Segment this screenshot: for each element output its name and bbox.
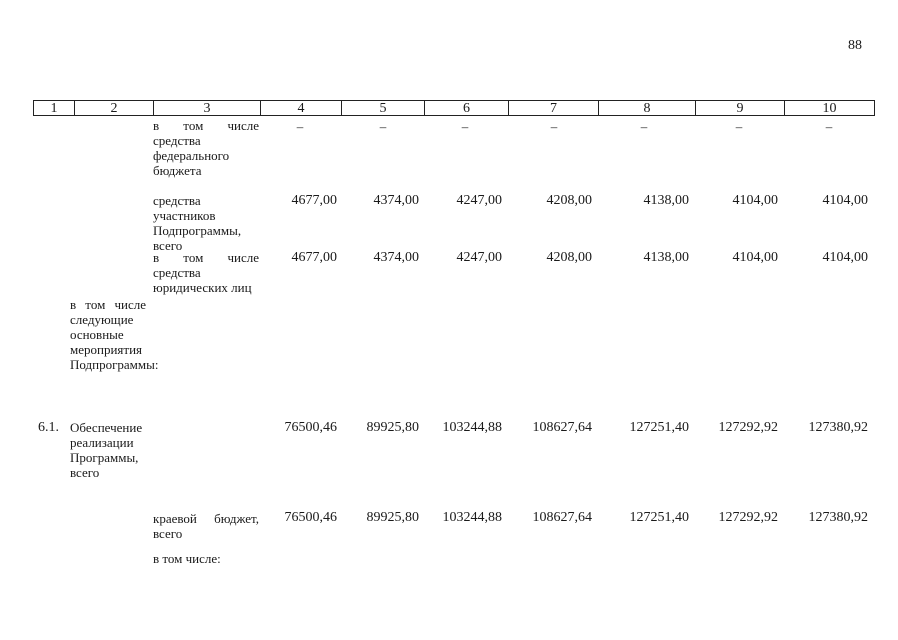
value-cell: 127251,40 [629, 420, 689, 435]
row-label-legal-entities: в том числе средства юридических лиц [153, 250, 259, 295]
header-col-6: 6 [463, 101, 470, 116]
value-cell: 127292,92 [718, 420, 778, 435]
value-cell: 103244,88 [442, 420, 502, 435]
header-col-5: 5 [379, 101, 387, 116]
value-cell: 89925,80 [366, 510, 419, 525]
table-header-row [33, 100, 875, 116]
value-cell: 76500,46 [284, 510, 337, 525]
value-cell: 89925,80 [366, 420, 419, 435]
value-cell: 127380,92 [808, 420, 868, 435]
value-cell: 4138,00 [643, 193, 689, 208]
value-cell: 4247,00 [456, 193, 502, 208]
value-cell: 103244,88 [442, 510, 502, 525]
value-cell: 4138,00 [643, 250, 689, 265]
header-col-7: 7 [550, 101, 557, 116]
header-col-3: 3 [203, 101, 211, 116]
value-cell: 4104,00 [822, 193, 868, 208]
value-cell: 108627,64 [532, 420, 592, 435]
value-cell: 4208,00 [546, 193, 592, 208]
dash-col-9: – [735, 119, 743, 134]
value-cell: 4104,00 [732, 250, 778, 265]
value-cell: 127380,92 [808, 510, 868, 525]
dash-col-7: – [550, 119, 558, 134]
row-label-participants-funds: средства участников Подпрограммы, всего [153, 193, 242, 253]
value-cell: 4208,00 [546, 250, 592, 265]
row-label-regional-budget: краевой бюджет, всего [153, 511, 259, 541]
dash-col-10: – [825, 119, 833, 134]
row-label-main-activities: в том числе следующие основные мероприятия Подпрограммы: [70, 297, 159, 372]
value-cell: 4247,00 [456, 250, 502, 265]
header-col-2: 2 [110, 101, 118, 116]
row-number: 6.1. [38, 420, 59, 435]
value-cell: 4104,00 [732, 193, 778, 208]
header-col-8: 8 [643, 101, 651, 116]
row-label-federal-budget: в том числе средства федерального бюджета [153, 118, 259, 178]
value-cell: 4374,00 [373, 193, 419, 208]
value-cell: 127251,40 [629, 510, 689, 525]
dash-col-8: – [640, 119, 648, 134]
value-cell: 108627,64 [532, 510, 592, 525]
dash-col-5: – [379, 119, 387, 134]
value-cell: 76500,46 [284, 420, 337, 435]
value-cell: 4104,00 [822, 250, 868, 265]
dash-col-4: – [296, 119, 304, 134]
header-col-10: 10 [822, 101, 837, 116]
value-cell: 4677,00 [291, 250, 337, 265]
value-cell: 4374,00 [373, 250, 419, 265]
dash-col-6: – [461, 119, 469, 134]
value-cell: 4677,00 [291, 193, 337, 208]
header-col-9: 9 [736, 101, 744, 116]
page-number: 88 [848, 38, 862, 53]
value-cell: 127292,92 [718, 510, 778, 525]
header-col-1: 1 [50, 101, 58, 116]
row-label-program-support: Обеспечение реализации Программы, всего [70, 420, 143, 480]
row-label-including: в том числе: [153, 551, 221, 566]
header-col-4: 4 [297, 101, 305, 116]
